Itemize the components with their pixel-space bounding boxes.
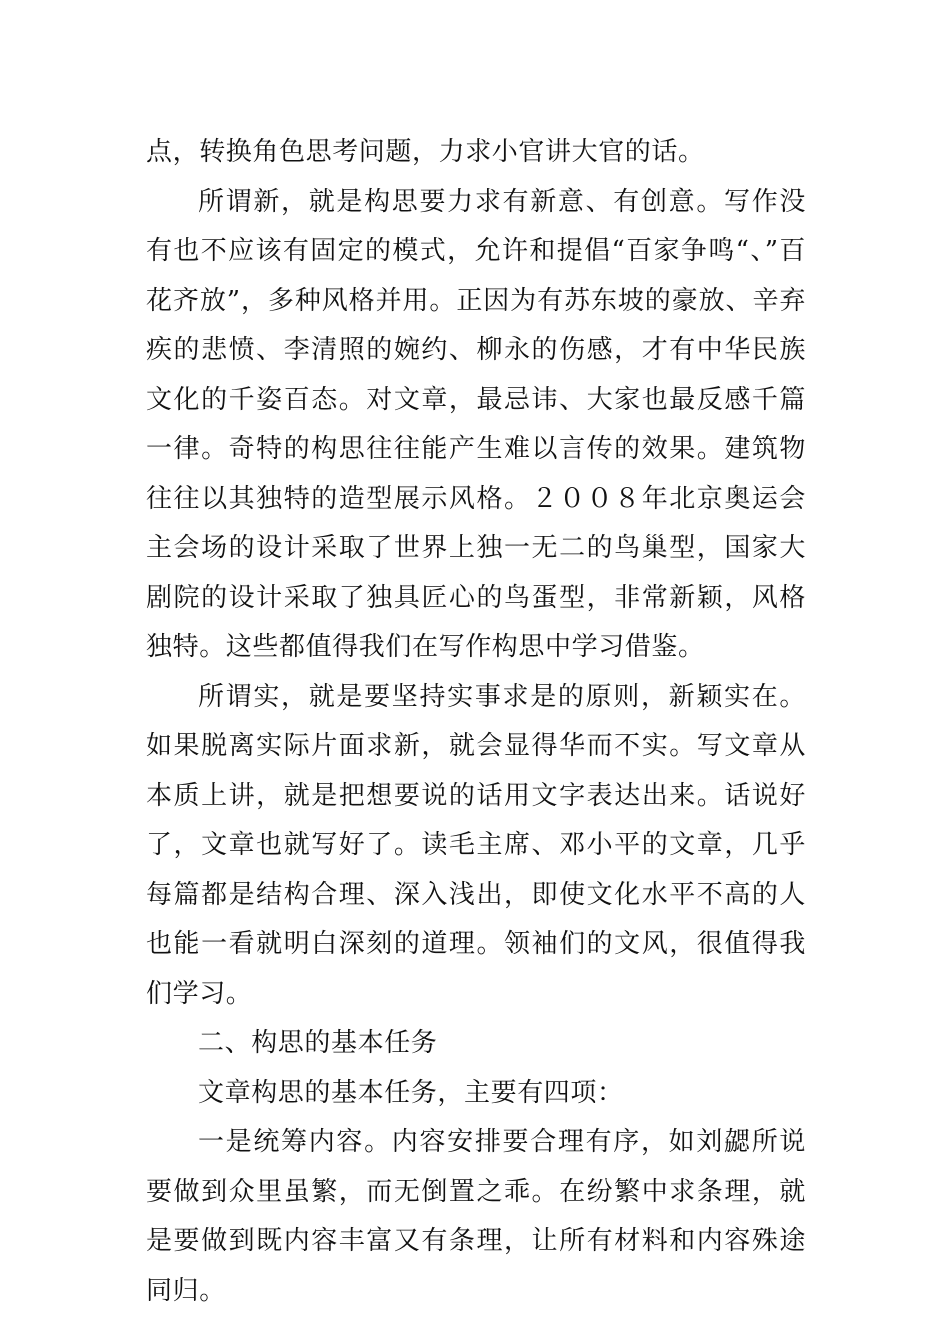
paragraph-continuation: 点，转换角色思考问题，力求小官讲大官的话。 [146,137,705,167]
document-body [146,128,806,1316]
paragraph-tasks-intro: 文章构思的基本任务，主要有四项： [198,1077,624,1108]
section-heading: 二、构思的基本任务 [198,1028,438,1058]
paragraph-task-one: 一是统筹内容。内容安排要合理有序，如刘勰所说要做到众里虽繁，而无倒置之乖。在纷繁中求条理，就是要做到既内容丰富又有条理，让所有材料和内容殊途同归。 [146,1127,806,1306]
paragraph-practicality: 所谓实，就是要坚持实事求是的原则，新颖实在。如果脱离实际片面求新，就会显得华而不实。写文章从本质上讲，就是把想要说的话用文字表达出来。话说好了，文章也就写好了。读毛主席、邓小平的文章，几乎每篇都是结构合理、深入浅出，即使文化水平不高的人也能一看就明白深刻的道理。领袖们的文风，很值得我们学习。 [146,681,806,1009]
paragraph-novelty: 所谓新，就是构思要力求有新意、有创意。写作没有也不应该有固定的模式，允许和提倡“百家争鸣“、”百花齐放”，多种风格并用。正因为有苏东坡的豪放、辛弃疾的悲愤、李清照的婉约、柳永的伤感，才有中华民族文化的千姿百态。对文章，最忌讳、大家也最反感千篇一律。奇特的构思往往能产生难以言传的效果。建筑物往往以其独特的造型展示风格。２００８年北京奥运会主会场的设计采取了世界上独一无二的鸟巢型，国家大剧院的设计采取了独具匠心的鸟蛋型，非常新颖，风格独特。这些都值得我们在写作构思中学习借鉴。 [146,186,806,662]
